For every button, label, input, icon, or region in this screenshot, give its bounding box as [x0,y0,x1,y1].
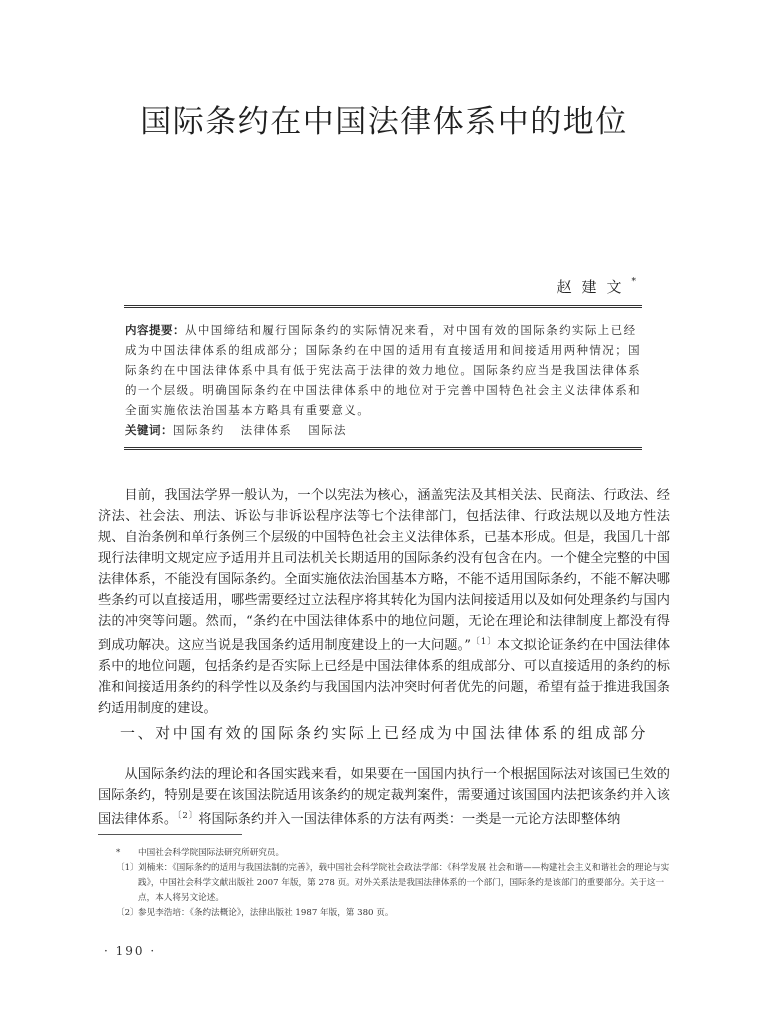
footnote-divider [98,834,242,835]
footnote-ref-1[interactable]: 〔1〕 [471,637,497,647]
abstract-paragraph [125,320,641,420]
footnote-mark: 〔2〕 [116,908,139,918]
abstract-top-rule [124,305,642,308]
keyword: 国际条约 [173,423,225,437]
footnote-text: 中国社会科学院国际法研究所研究员。 [138,848,285,858]
keywords-label: 关键词： [125,423,173,437]
article-title: 国际条约在中国法律体系中的地位 [140,104,628,140]
footnote-mark: * [116,848,121,858]
footnote-text: 参见李浩培：《条约法概论》，法律出版社 1987 年版，第 380 页。 [138,908,394,918]
footnotes [116,846,672,921]
footnote-text: 刘楠来：《国际条约的适用与我国法制的完善》，载中国社会科学院社会政法学部：《科学发展 社会和谐——构建社会主义和谐社会的理论与实践》，中国社会科学文献出版社 2007 年版，第 278 页。对外关系法是我国法律体系的一个部门，国际条约是该部门的重要部分。关于这一点，本人将另文论述。 [138,863,670,903]
footnote-item [116,846,672,861]
abstract-label: 内容提要： [125,323,185,337]
section-heading-1: 一、对中国有效的国际条约实际上已经成为中国法律体系的组成部分 [120,724,649,742]
intro-paragraph [98,485,670,719]
section-1-text-b: 将国际条约并入一国法律体系的方法有两类：一类是一元论方法即整体纳 [198,812,621,827]
intro-section [98,485,670,719]
abstract-block [125,320,641,440]
keyword: 法律体系 [240,423,293,437]
footnote-ref-2[interactable]: 〔2〕 [177,811,199,821]
abstract-bottom-rule [124,447,642,450]
footnote-item [116,861,672,906]
footnote-item [116,906,672,921]
page-number: · 190 · [104,944,157,958]
author-name-text: 赵建文 [556,278,632,296]
footnote-mark: 〔1〕 [116,863,139,873]
keyword: 国际法 [308,423,347,437]
section-1-paragraph [98,764,670,830]
keywords-line [125,420,641,440]
author-name [556,276,636,297]
section-1-body [98,764,670,830]
intro-text-a: 目前，我国法学界一般认为，一个以宪法为核心，涵盖宪法及其相关法、民商法、行政法、经济法、社会法、刑法、诉讼与非诉讼程序法等七个法律部门，包括法律、行政法规以及地方性法规、自治条例和单行条例三个层级的中国特色社会主义法律体系，已基本形成。但是，我国几十部现行法律明文规定应予适用并且司法机关长期适用的国际条约没有包含在内。一个健全完整的中国法律体系，不能没有国际条约。全面实施依法治国基本方略，不能不适用国际条约，不能不解决哪些条约可以直接适用，哪些需要经过立法程序将其转化为国内法间接适用以及如何处理条约与国内法的冲突等问题。然而，“条约在中国法律体系中的地位问题，无论在理论和法律制度上都没有得到成功解决。这应当说是我国条约适用制度建设上的一大问题。” [98,488,670,653]
intro-text-b: 本文拟论证条约在中国法律体系中的地位问题，包括条约是否实际上已经是中国法律体系的组成部分、可以直接适用的条约的标准和间接适用条约的科学性以及条约与我国国内法冲突时何者优先的问题，希望有益于推进我国条约适用制度的建设。 [98,638,671,716]
abstract-text: 从中国缔结和履行国际条约的实际情况来看，对中国有效的国际条约实际上已经成为中国法律体系的组成部分；国际条约在中国的适用有直接适用和间接适用两种情况；国际条约在中国法律体系中具有低于宪法高于法律的效力地位。国际条约应当是我国法律体系的一个层级。明确国际条约在中国法律体系中的地位对于完善中国特色社会主义法律体系和全面实施依法治国基本方略具有重要意义。 [125,323,641,417]
author-footnote-mark: * [631,277,636,287]
section-1-text-a: 从国际条约法的理论和各国实践来看，如果要在一国国内执行一个根据国际法对该国已生效的国际条约，特别是要在该国法院适用该条约的规定裁判案件，需要通过该国国内法把该条约并入该国法律体系。 [98,767,670,827]
